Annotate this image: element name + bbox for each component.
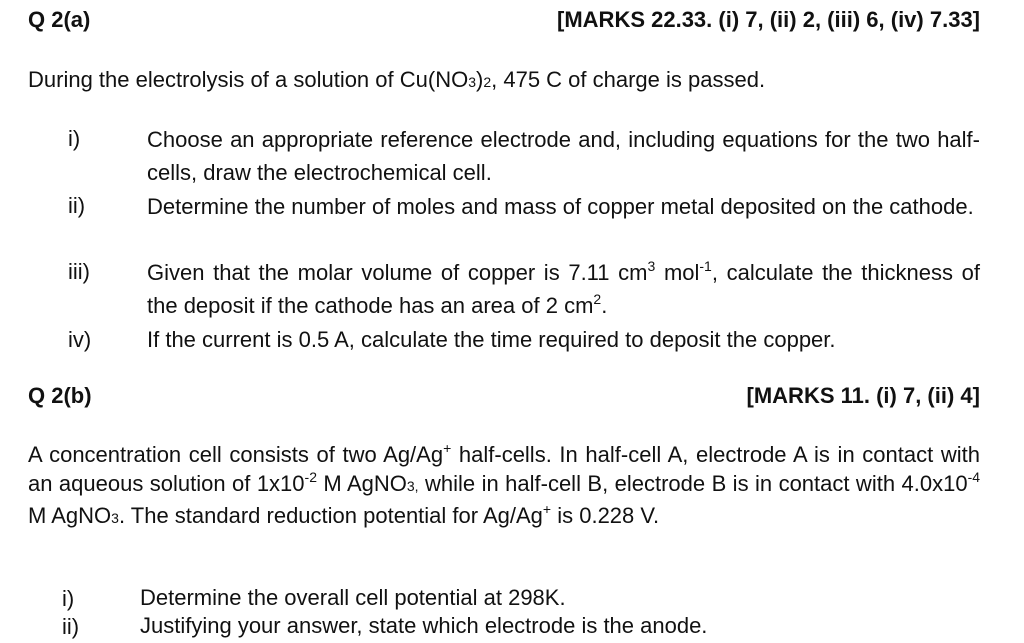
q2a-item-1-text: Choose an appropriate reference electrode and, including equations for the two half-cells, draw the electrochemical cell. — [147, 127, 980, 185]
q2b-sub-3: 3, — [406, 478, 419, 494]
q2b-marks: [MARKS 11. (i) 7, (ii) 4] — [746, 383, 980, 408]
q2a-item-3-sup-a: 3 — [647, 257, 656, 274]
q2a-marks: [MARKS 22.33. (i) 7, (ii) 2, (iii) 6, (iv) 7.33] — [557, 7, 980, 32]
q2a-item-3-sup-b: -1 — [699, 257, 712, 274]
q2b-text-5: M AgNO — [28, 503, 112, 528]
q2a-intro-end: , 475 C of charge is passed. — [491, 67, 766, 92]
q2b-text-6: . The standard reduction potential for Ag/Ag — [118, 503, 543, 528]
q2a-item-1-number: i) — [68, 126, 81, 151]
q2b-sup-6: + — [542, 500, 552, 517]
q2a-item-3-text — [147, 256, 980, 322]
q2b-text-3: M AgNO — [316, 471, 407, 496]
q2b-item-2-number: ii) — [62, 614, 80, 639]
q2b-text-4: while in half-cell B, electrode B is in contact with 4.0x10 — [418, 471, 968, 496]
q2b-sup-4: -4 — [967, 468, 981, 485]
q2a-item-3-part-a: Given that the molar volume of copper is 7.11 cm — [147, 260, 648, 285]
q2b-item-1-number: i) — [62, 586, 75, 611]
q2b-item-1-text: Determine the overall cell potential at 298K. — [140, 585, 566, 610]
q2b-sub-5: 3 — [111, 510, 119, 526]
q2b-title: Q 2(b) — [28, 383, 92, 408]
q2a-intro — [28, 66, 765, 96]
q2a-item-2-text: Determine the number of moles and mass of copper metal deposited on the cathode. — [147, 194, 974, 219]
q2b-text-7: is 0.228 V. — [551, 503, 660, 528]
q2a-item-4-number: iv) — [68, 327, 92, 352]
q2b-sup-1: + — [443, 439, 452, 456]
q2b-text-2: half-cells. In half-cell A, electrode A is in contact with an aqueous solution of 1x10 — [28, 442, 980, 496]
q2b-text-1: A concentration cell consists of two Ag/Ag — [28, 442, 444, 467]
q2a-item-4-text: If the current is 0.5 A, calculate the time required to deposit the copper. — [147, 327, 836, 352]
q2a-item-3-number: iii) — [68, 259, 90, 284]
q2a-intro-sub2: 2 — [483, 74, 492, 90]
q2a-title: Q 2(a) — [28, 7, 91, 32]
q2a-item-3-part-b: mol — [655, 260, 700, 285]
q2b-item-2-text: Justifying your answer, state which electrode is the anode. — [140, 613, 708, 638]
q2b-paragraph — [28, 440, 980, 533]
q2a-item-3-part-c: , calculate the thickness of the deposit if the cathode has an area of 2 cm — [147, 260, 980, 318]
q2a-intro-mid: ) — [476, 67, 484, 92]
q2a-item-3-sup-c: 2 — [593, 290, 602, 307]
q2b-sup-2: -2 — [304, 468, 317, 485]
q2a-intro-sub1: 3 — [468, 74, 476, 90]
q2a-intro-start: During the electrolysis of a solution of Cu(NO — [28, 67, 469, 92]
q2a-item-3-part-d: . — [601, 293, 608, 318]
q2a-item-2-number: ii) — [68, 193, 86, 218]
